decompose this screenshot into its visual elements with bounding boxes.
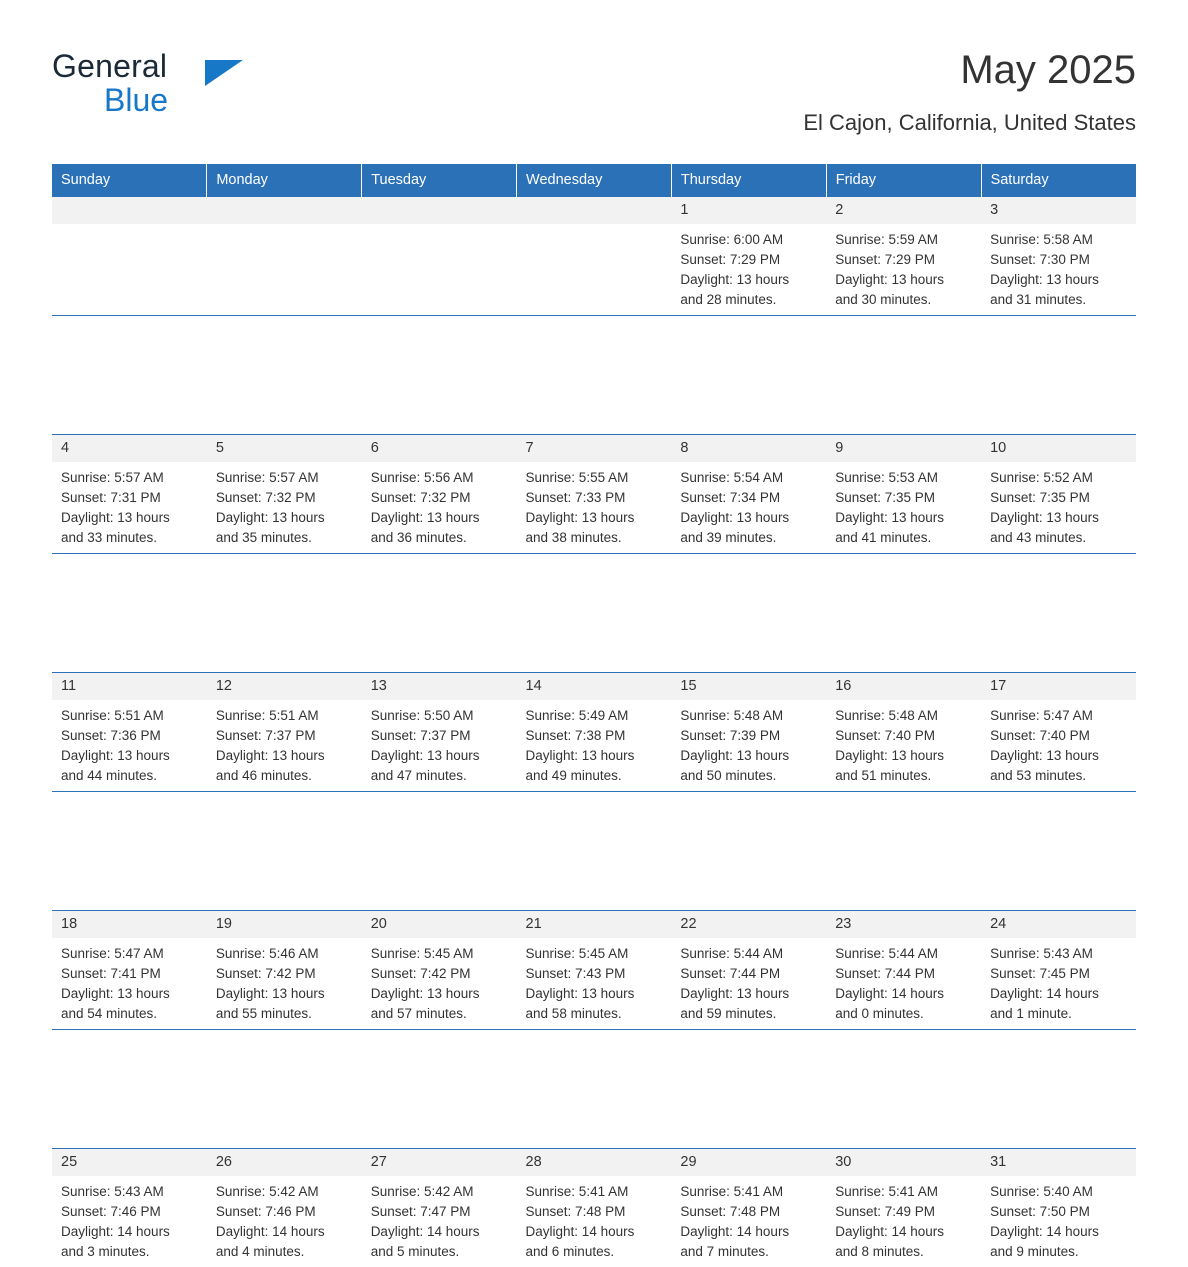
day-number: 2 (826, 197, 981, 224)
week-spacer-cell (52, 316, 207, 435)
week-spacer (52, 1030, 1136, 1149)
day-number: 8 (671, 435, 826, 462)
day-detail-line: Daylight: 13 hours (371, 508, 509, 528)
day-detail-line: and 39 minutes. (680, 528, 818, 548)
day-detail-line: and 47 minutes. (371, 766, 509, 786)
day-details (671, 462, 826, 548)
day-detail-line: Sunset: 7:35 PM (835, 488, 973, 508)
day-detail-line: Sunrise: 5:47 AM (990, 706, 1128, 726)
day-detail-line: and 1 minute. (990, 1004, 1128, 1024)
day-detail-line: Daylight: 14 hours (835, 984, 973, 1004)
calendar-empty-cell (52, 197, 207, 316)
day-details (826, 700, 981, 786)
day-details (517, 462, 672, 548)
day-detail-line: Sunrise: 5:57 AM (61, 468, 199, 488)
day-detail-line: Sunrise: 5:41 AM (835, 1182, 973, 1202)
day-details (362, 938, 517, 1024)
day-detail-line: Sunset: 7:38 PM (526, 726, 664, 746)
day-detail-line: Sunrise: 5:41 AM (526, 1182, 664, 1202)
calendar-day-cell[interactable] (671, 435, 826, 554)
calendar-day-cell[interactable] (52, 673, 207, 792)
day-detail-line: Daylight: 14 hours (990, 984, 1128, 1004)
calendar-empty-cell (517, 197, 672, 316)
day-number: 31 (981, 1149, 1136, 1176)
day-detail-line: and 44 minutes. (61, 766, 199, 786)
day-detail-line: Sunrise: 5:43 AM (990, 944, 1128, 964)
day-number: 10 (981, 435, 1136, 462)
generalblue-logo (52, 44, 312, 116)
day-detail-line: Sunrise: 6:00 AM (680, 230, 818, 250)
day-detail-line: and 59 minutes. (680, 1004, 818, 1024)
week-spacer-cell (826, 1030, 981, 1149)
day-details (671, 1176, 826, 1262)
day-number: 5 (207, 435, 362, 462)
day-number: 1 (671, 197, 826, 224)
day-detail-line: Sunset: 7:37 PM (216, 726, 354, 746)
day-number: 28 (517, 1149, 672, 1176)
day-number: 22 (671, 911, 826, 938)
day-detail-line: Sunset: 7:48 PM (526, 1202, 664, 1222)
day-detail-line: Sunset: 7:39 PM (680, 726, 818, 746)
day-detail-line: Daylight: 14 hours (990, 1222, 1128, 1242)
day-detail-line: Sunset: 7:41 PM (61, 964, 199, 984)
day-number: 3 (981, 197, 1136, 224)
calendar-day-cell[interactable] (826, 673, 981, 792)
calendar-day-cell[interactable] (362, 673, 517, 792)
day-details (207, 938, 362, 1024)
day-details (52, 462, 207, 548)
day-detail-line: and 57 minutes. (371, 1004, 509, 1024)
calendar-week-row (52, 911, 1136, 1030)
day-details (981, 224, 1136, 310)
day-detail-line: Sunset: 7:34 PM (680, 488, 818, 508)
day-details (362, 1176, 517, 1262)
day-detail-line: Sunrise: 5:44 AM (835, 944, 973, 964)
day-detail-line: Daylight: 13 hours (371, 746, 509, 766)
page-title: May 2025 (803, 46, 1136, 94)
weekday-header-friday: Friday (826, 164, 981, 197)
day-detail-line: Daylight: 13 hours (835, 508, 973, 528)
calendar-week-row (52, 197, 1136, 316)
calendar-day-cell[interactable] (981, 197, 1136, 316)
day-detail-line: and 46 minutes. (216, 766, 354, 786)
week-spacer-cell (671, 1030, 826, 1149)
day-detail-line: Daylight: 13 hours (526, 746, 664, 766)
title-block (803, 44, 1136, 136)
day-detail-line: Daylight: 14 hours (61, 1222, 199, 1242)
day-number: 6 (362, 435, 517, 462)
day-detail-line: Daylight: 13 hours (526, 984, 664, 1004)
day-detail-line: and 54 minutes. (61, 1004, 199, 1024)
week-spacer-cell (981, 1030, 1136, 1149)
week-spacer-cell (826, 792, 981, 911)
day-detail-line: Sunrise: 5:42 AM (216, 1182, 354, 1202)
day-number: 11 (52, 673, 207, 700)
calendar-day-cell[interactable] (826, 435, 981, 554)
day-detail-line: and 8 minutes. (835, 1242, 973, 1262)
day-details (517, 700, 672, 786)
weekday-header-saturday: Saturday (981, 164, 1136, 197)
day-detail-line: Daylight: 13 hours (680, 746, 818, 766)
day-detail-line: Sunrise: 5:42 AM (371, 1182, 509, 1202)
day-detail-line: Daylight: 13 hours (216, 984, 354, 1004)
weekday-header-row (52, 164, 1136, 197)
day-detail-line: Sunset: 7:30 PM (990, 250, 1128, 270)
day-number: 7 (517, 435, 672, 462)
day-details (826, 938, 981, 1024)
day-number: 21 (517, 911, 672, 938)
day-detail-line: Sunset: 7:46 PM (216, 1202, 354, 1222)
calendar-day-cell[interactable] (207, 1149, 362, 1267)
day-details (362, 700, 517, 786)
day-details (517, 224, 672, 230)
day-detail-line: Daylight: 13 hours (680, 270, 818, 290)
day-detail-line: Sunset: 7:36 PM (61, 726, 199, 746)
location-subtitle: El Cajon, California, United States (803, 110, 1136, 136)
calendar-day-cell[interactable] (207, 673, 362, 792)
calendar-day-cell[interactable] (362, 911, 517, 1030)
day-detail-line: Sunset: 7:40 PM (990, 726, 1128, 746)
day-detail-line: Sunrise: 5:57 AM (216, 468, 354, 488)
day-detail-line: Daylight: 14 hours (371, 1222, 509, 1242)
day-detail-line: Sunrise: 5:51 AM (216, 706, 354, 726)
day-detail-line: and 9 minutes. (990, 1242, 1128, 1262)
week-spacer (52, 316, 1136, 435)
day-detail-line: Daylight: 13 hours (371, 984, 509, 1004)
calendar-day-cell[interactable] (981, 435, 1136, 554)
day-detail-line: Daylight: 13 hours (216, 508, 354, 528)
day-number: 20 (362, 911, 517, 938)
day-detail-line: Sunrise: 5:49 AM (526, 706, 664, 726)
week-spacer (52, 792, 1136, 911)
calendar-day-cell[interactable] (671, 673, 826, 792)
day-detail-line: and 0 minutes. (835, 1004, 973, 1024)
day-detail-line: Daylight: 13 hours (216, 746, 354, 766)
day-detail-line: Sunrise: 5:41 AM (680, 1182, 818, 1202)
day-detail-line: Sunrise: 5:45 AM (526, 944, 664, 964)
calendar-week-row (52, 673, 1136, 792)
day-details (671, 938, 826, 1024)
day-detail-line: Daylight: 13 hours (990, 746, 1128, 766)
day-detail-line: Sunset: 7:35 PM (990, 488, 1128, 508)
calendar-day-cell[interactable] (981, 1149, 1136, 1267)
day-detail-line: Daylight: 14 hours (216, 1222, 354, 1242)
weekday-header-thursday: Thursday (671, 164, 826, 197)
day-detail-line: Sunset: 7:45 PM (990, 964, 1128, 984)
day-detail-line: Sunset: 7:44 PM (680, 964, 818, 984)
day-detail-line: and 41 minutes. (835, 528, 973, 548)
calendar-day-cell[interactable] (517, 435, 672, 554)
day-detail-line: Sunset: 7:42 PM (216, 964, 354, 984)
day-detail-line: and 31 minutes. (990, 290, 1128, 310)
day-detail-line: Sunrise: 5:53 AM (835, 468, 973, 488)
day-detail-line: Sunset: 7:40 PM (835, 726, 973, 746)
page-header (52, 44, 1136, 140)
day-detail-line: Daylight: 14 hours (835, 1222, 973, 1242)
calendar-day-cell[interactable] (207, 911, 362, 1030)
calendar-day-cell[interactable] (52, 911, 207, 1030)
day-number (207, 197, 362, 224)
day-number: 4 (52, 435, 207, 462)
day-detail-line: Daylight: 13 hours (835, 746, 973, 766)
calendar-day-cell[interactable] (517, 911, 672, 1030)
day-detail-line: Sunrise: 5:44 AM (680, 944, 818, 964)
day-details (826, 224, 981, 310)
day-details (207, 462, 362, 548)
day-detail-line: Sunrise: 5:58 AM (990, 230, 1128, 250)
week-spacer-cell (981, 316, 1136, 435)
day-detail-line: Sunrise: 5:47 AM (61, 944, 199, 964)
day-detail-line: Sunset: 7:29 PM (680, 250, 818, 270)
day-detail-line: Sunset: 7:50 PM (990, 1202, 1128, 1222)
day-detail-line: and 35 minutes. (216, 528, 354, 548)
calendar-day-cell[interactable] (671, 197, 826, 316)
calendar-day-cell[interactable] (671, 1149, 826, 1267)
day-detail-line: Sunset: 7:29 PM (835, 250, 973, 270)
calendar-day-cell[interactable] (207, 435, 362, 554)
day-detail-line: and 50 minutes. (680, 766, 818, 786)
week-spacer-cell (207, 554, 362, 673)
day-number: 29 (671, 1149, 826, 1176)
calendar-day-cell[interactable] (826, 911, 981, 1030)
day-detail-line: Sunrise: 5:59 AM (835, 230, 973, 250)
day-details (207, 700, 362, 786)
day-detail-line: and 6 minutes. (526, 1242, 664, 1262)
day-detail-line: Daylight: 13 hours (61, 984, 199, 1004)
day-detail-line: and 36 minutes. (371, 528, 509, 548)
day-number: 27 (362, 1149, 517, 1176)
day-number: 14 (517, 673, 672, 700)
week-spacer (52, 554, 1136, 673)
day-detail-line: Daylight: 14 hours (526, 1222, 664, 1242)
calendar-day-cell[interactable] (826, 197, 981, 316)
day-number: 25 (52, 1149, 207, 1176)
week-spacer-cell (826, 554, 981, 673)
day-number (52, 197, 207, 224)
day-detail-line: and 28 minutes. (680, 290, 818, 310)
day-detail-line: Sunrise: 5:46 AM (216, 944, 354, 964)
calendar-day-cell[interactable] (517, 1149, 672, 1267)
day-details (826, 462, 981, 548)
day-details (981, 938, 1136, 1024)
day-detail-line: and 49 minutes. (526, 766, 664, 786)
week-spacer-cell (981, 554, 1136, 673)
calendar-day-cell[interactable] (826, 1149, 981, 1267)
calendar-day-cell[interactable] (671, 911, 826, 1030)
day-detail-line: and 4 minutes. (216, 1242, 354, 1262)
day-detail-line: Sunset: 7:43 PM (526, 964, 664, 984)
day-detail-line: Sunset: 7:47 PM (371, 1202, 509, 1222)
weekday-header-tuesday: Tuesday (362, 164, 517, 197)
day-detail-line: Sunset: 7:46 PM (61, 1202, 199, 1222)
day-details (981, 462, 1136, 548)
day-detail-line: and 30 minutes. (835, 290, 973, 310)
day-detail-line: Daylight: 13 hours (680, 508, 818, 528)
day-details (671, 700, 826, 786)
day-number: 13 (362, 673, 517, 700)
day-detail-line: Sunset: 7:44 PM (835, 964, 973, 984)
day-number: 23 (826, 911, 981, 938)
day-detail-line: Sunset: 7:32 PM (371, 488, 509, 508)
week-spacer-cell (517, 792, 672, 911)
day-detail-line: Sunset: 7:33 PM (526, 488, 664, 508)
logo-text-blue: Blue (104, 84, 312, 116)
day-details (362, 224, 517, 230)
calendar-day-cell[interactable] (52, 435, 207, 554)
day-detail-line: Daylight: 13 hours (61, 746, 199, 766)
day-number: 30 (826, 1149, 981, 1176)
day-details (52, 938, 207, 1024)
week-spacer-cell (826, 316, 981, 435)
day-detail-line: and 58 minutes. (526, 1004, 664, 1024)
day-number: 16 (826, 673, 981, 700)
day-detail-line: Sunset: 7:37 PM (371, 726, 509, 746)
day-number (362, 197, 517, 224)
day-detail-line: and 5 minutes. (371, 1242, 509, 1262)
day-details (981, 700, 1136, 786)
day-detail-line: Sunset: 7:48 PM (680, 1202, 818, 1222)
week-spacer-cell (362, 316, 517, 435)
day-details (52, 1176, 207, 1262)
day-number (517, 197, 672, 224)
day-details (362, 462, 517, 548)
day-details (207, 224, 362, 230)
day-number: 12 (207, 673, 362, 700)
weekday-header-monday: Monday (207, 164, 362, 197)
day-detail-line: Sunrise: 5:45 AM (371, 944, 509, 964)
day-details (207, 1176, 362, 1262)
calendar-day-cell[interactable] (52, 1149, 207, 1267)
week-spacer-cell (207, 316, 362, 435)
day-detail-line: Daylight: 14 hours (680, 1222, 818, 1242)
calendar-week-row (52, 435, 1136, 554)
day-detail-line: Sunrise: 5:54 AM (680, 468, 818, 488)
day-detail-line: Sunrise: 5:48 AM (680, 706, 818, 726)
week-spacer-cell (207, 1030, 362, 1149)
day-details (517, 938, 672, 1024)
day-details (517, 1176, 672, 1262)
day-detail-line: Sunset: 7:42 PM (371, 964, 509, 984)
day-detail-line: Sunrise: 5:43 AM (61, 1182, 199, 1202)
day-detail-line: Sunrise: 5:48 AM (835, 706, 973, 726)
day-number: 19 (207, 911, 362, 938)
week-spacer-cell (981, 792, 1136, 911)
calendar-empty-cell (362, 197, 517, 316)
calendar-week-row (52, 1149, 1136, 1267)
day-detail-line: and 38 minutes. (526, 528, 664, 548)
day-detail-line: Sunrise: 5:51 AM (61, 706, 199, 726)
day-detail-line: Daylight: 13 hours (526, 508, 664, 528)
day-detail-line: and 7 minutes. (680, 1242, 818, 1262)
calendar-day-cell[interactable] (362, 435, 517, 554)
week-spacer-cell (207, 792, 362, 911)
week-spacer-cell (362, 554, 517, 673)
day-detail-line: Sunrise: 5:55 AM (526, 468, 664, 488)
day-details (671, 224, 826, 310)
week-spacer-cell (517, 316, 672, 435)
week-spacer-cell (52, 792, 207, 911)
week-spacer-cell (671, 316, 826, 435)
day-number: 17 (981, 673, 1136, 700)
logo-triangle-icon (205, 60, 243, 86)
week-spacer-cell (517, 1030, 672, 1149)
day-detail-line: Daylight: 13 hours (835, 270, 973, 290)
day-detail-line: Daylight: 13 hours (990, 270, 1128, 290)
day-detail-line: Daylight: 13 hours (680, 984, 818, 1004)
weekday-header-wednesday: Wednesday (517, 164, 672, 197)
week-spacer-cell (52, 554, 207, 673)
day-detail-line: and 3 minutes. (61, 1242, 199, 1262)
day-detail-line: and 51 minutes. (835, 766, 973, 786)
calendar-day-cell[interactable] (981, 911, 1136, 1030)
day-number: 15 (671, 673, 826, 700)
week-spacer-cell (52, 1030, 207, 1149)
month-calendar (52, 164, 1136, 1267)
day-detail-line: Sunset: 7:49 PM (835, 1202, 973, 1222)
day-detail-line: Daylight: 13 hours (61, 508, 199, 528)
day-detail-line: Daylight: 13 hours (990, 508, 1128, 528)
day-detail-line: and 43 minutes. (990, 528, 1128, 548)
day-detail-line: Sunrise: 5:50 AM (371, 706, 509, 726)
day-number: 18 (52, 911, 207, 938)
weekday-header-sunday: Sunday (52, 164, 207, 197)
day-detail-line: Sunrise: 5:56 AM (371, 468, 509, 488)
day-number: 9 (826, 435, 981, 462)
day-details (981, 1176, 1136, 1262)
day-detail-line: and 53 minutes. (990, 766, 1128, 786)
day-detail-line: Sunset: 7:31 PM (61, 488, 199, 508)
day-details (52, 700, 207, 786)
calendar-empty-cell (207, 197, 362, 316)
calendar-day-cell[interactable] (517, 673, 672, 792)
week-spacer-cell (671, 554, 826, 673)
calendar-day-cell[interactable] (981, 673, 1136, 792)
day-number: 26 (207, 1149, 362, 1176)
week-spacer-cell (362, 792, 517, 911)
day-detail-line: and 33 minutes. (61, 528, 199, 548)
week-spacer-cell (517, 554, 672, 673)
calendar-day-cell[interactable] (362, 1149, 517, 1267)
day-detail-line: Sunset: 7:32 PM (216, 488, 354, 508)
day-detail-line: Sunrise: 5:40 AM (990, 1182, 1128, 1202)
week-spacer-cell (362, 1030, 517, 1149)
week-spacer-cell (671, 792, 826, 911)
day-number: 24 (981, 911, 1136, 938)
day-details (52, 224, 207, 230)
day-details (826, 1176, 981, 1262)
logo-text-general: General (52, 50, 167, 82)
calendar-body (52, 197, 1136, 1267)
day-detail-line: Sunrise: 5:52 AM (990, 468, 1128, 488)
day-detail-line: and 55 minutes. (216, 1004, 354, 1024)
